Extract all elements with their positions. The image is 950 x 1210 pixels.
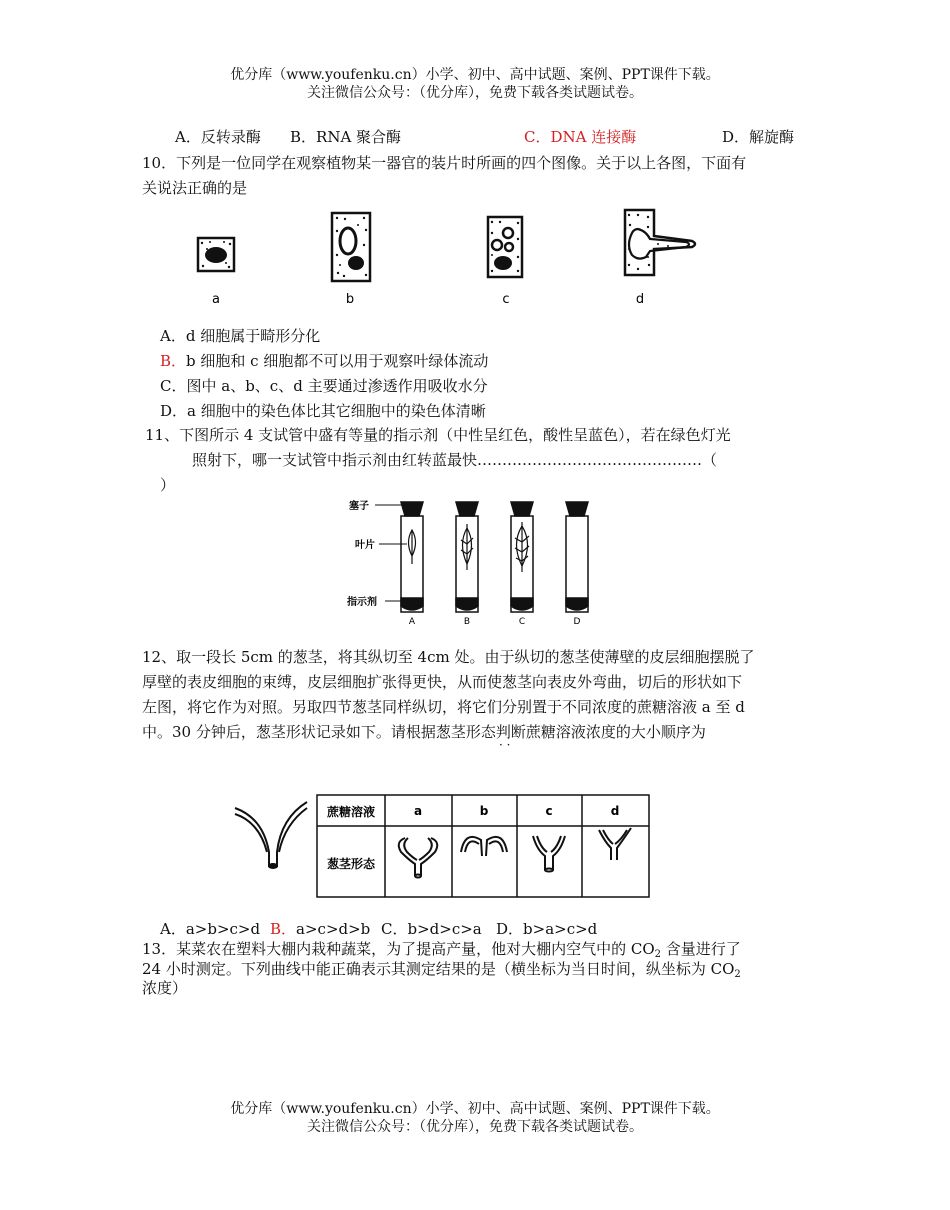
q10-option-b: B．b 细胞和 c 细胞都不可以用于观察叶绿体流动 bbox=[160, 352, 489, 370]
q10-option-d: D．a 细胞中的染色体比其它细胞中的染色体清晰 bbox=[160, 402, 486, 420]
test-tubes bbox=[401, 502, 588, 612]
q13-stem-line-2: 24 小时测定。下列曲线中能正确表示其测定结果的是（横坐标为当日时间，纵坐标为 $CO_2$ bbox=[142, 960, 741, 980]
tube-label-c: C bbox=[518, 617, 526, 627]
q9-option-b: B．RNA 聚合酶 bbox=[290, 128, 402, 146]
header-line-2: 关注微信公众号：（优分库），免费下载各类试题试卷。 bbox=[307, 85, 643, 101]
q9-option-a: A．反转录酶 bbox=[175, 128, 261, 146]
table-col-d: d bbox=[610, 804, 620, 818]
q13-stem-line-3: 浓度） bbox=[142, 979, 188, 997]
q10-cell-figure bbox=[180, 205, 720, 310]
table-header-solution: 蔗糖溶液 bbox=[326, 805, 376, 819]
q12-stem-line-2: 厚壁的表皮细胞的束缚，皮层细胞扩张得更快，从而使葱茎向表皮外弯曲，切后的形状如下 bbox=[142, 673, 743, 691]
q12-option-a: A．a>b>c>d bbox=[160, 920, 261, 938]
label-stopper: 塞子 bbox=[349, 501, 369, 512]
q10-option-c: C．图中 a、b、c、d 主要通过渗透作用吸收水分 bbox=[160, 377, 488, 395]
q12-onion-stem-figure bbox=[225, 790, 655, 900]
tube-label-d: D bbox=[573, 617, 581, 627]
figure-label-a: a bbox=[212, 292, 220, 307]
table-col-c: c bbox=[545, 804, 553, 818]
control-stem bbox=[235, 802, 307, 868]
q10-option-a: A．d 细胞属于畸形分化 bbox=[160, 327, 321, 345]
header-line-1: 优分库（www.youfenku.cn）小学、初中、高中试题、案例、PPT课件下载。 bbox=[230, 67, 720, 83]
tube-label-a: A bbox=[408, 617, 416, 627]
tube-label-b: B bbox=[463, 617, 471, 627]
figure-label-d: d bbox=[635, 292, 645, 307]
table-col-a: a bbox=[413, 804, 423, 818]
q12-option-d: D．b>a>c>d bbox=[496, 920, 598, 938]
figure-label-c: c bbox=[502, 292, 510, 307]
q10-stem-line-1: 10．下列是一位同学在观察植物某一器官的装片时所画的四个图像。关于以上各图，下面有 bbox=[142, 154, 747, 172]
q9-option-d: D．解旋酶 bbox=[722, 128, 795, 146]
label-leaf: 叶片 bbox=[355, 540, 375, 551]
emphasis-dots: · · bbox=[499, 738, 511, 752]
q10-stem-line-2: 关说法正确的是 bbox=[142, 179, 248, 197]
q9-option-c: C．DNA 连接酶 bbox=[524, 128, 637, 146]
cell-b bbox=[332, 213, 370, 281]
q11-stem-line-2: 照射下，哪一支试管中指示剂由红转蓝最快………………………………………（ bbox=[192, 451, 718, 469]
table-col-b: b bbox=[479, 804, 489, 818]
q11-stem-line-1: 11、下图所示 4 支试管中盛有等量的指示剂（中性呈红色，酸性呈蓝色），若在绿色灯光 bbox=[145, 426, 731, 444]
table-header-shape: 葱茎形态 bbox=[326, 857, 376, 871]
cell-a bbox=[198, 238, 234, 271]
cell-c bbox=[488, 217, 522, 277]
q12-stem-line-4: 中。30 分钟后，葱茎形状记录如下。请根据葱茎形态判断蔗糖溶液浓度的大小顺序为 bbox=[142, 723, 706, 741]
q12-option-b: B．a>c>d>b bbox=[270, 920, 371, 938]
q11-stem-line-3: ） bbox=[160, 476, 176, 494]
footer-line-2: 关注微信公众号：（优分库），免费下载各类试题试卷。 bbox=[307, 1119, 643, 1135]
q12-option-c: C．b>d>c>a bbox=[381, 920, 482, 938]
q12-stem-line-3: 左图，将它作为对照。另取四节葱茎同样纵切，将它们分别置于不同浓度的蔗糖溶液 a 至 d bbox=[142, 698, 745, 716]
figure-label-b: b bbox=[345, 292, 355, 307]
stem-shapes bbox=[399, 828, 631, 878]
label-indicator: 指示剂 bbox=[347, 597, 377, 608]
q13-stem-line-1: 13．某菜农在塑料大棚内栽种蔬菜，为了提高产量，他对大棚内空气中的 $CO_2$ 含量进行了 bbox=[142, 940, 741, 960]
cell-d bbox=[625, 210, 695, 275]
q11-test-tube-figure bbox=[345, 494, 615, 629]
q12-stem-line-1: 12、取一段长 5cm 的葱茎，将其纵切至 4cm 处。由于纵切的葱茎使薄壁的皮层细胞摆脱了 bbox=[142, 648, 755, 666]
footer-line-1: 优分库（www.youfenku.cn）小学、初中、高中试题、案例、PPT课件下载。 bbox=[230, 1101, 720, 1117]
